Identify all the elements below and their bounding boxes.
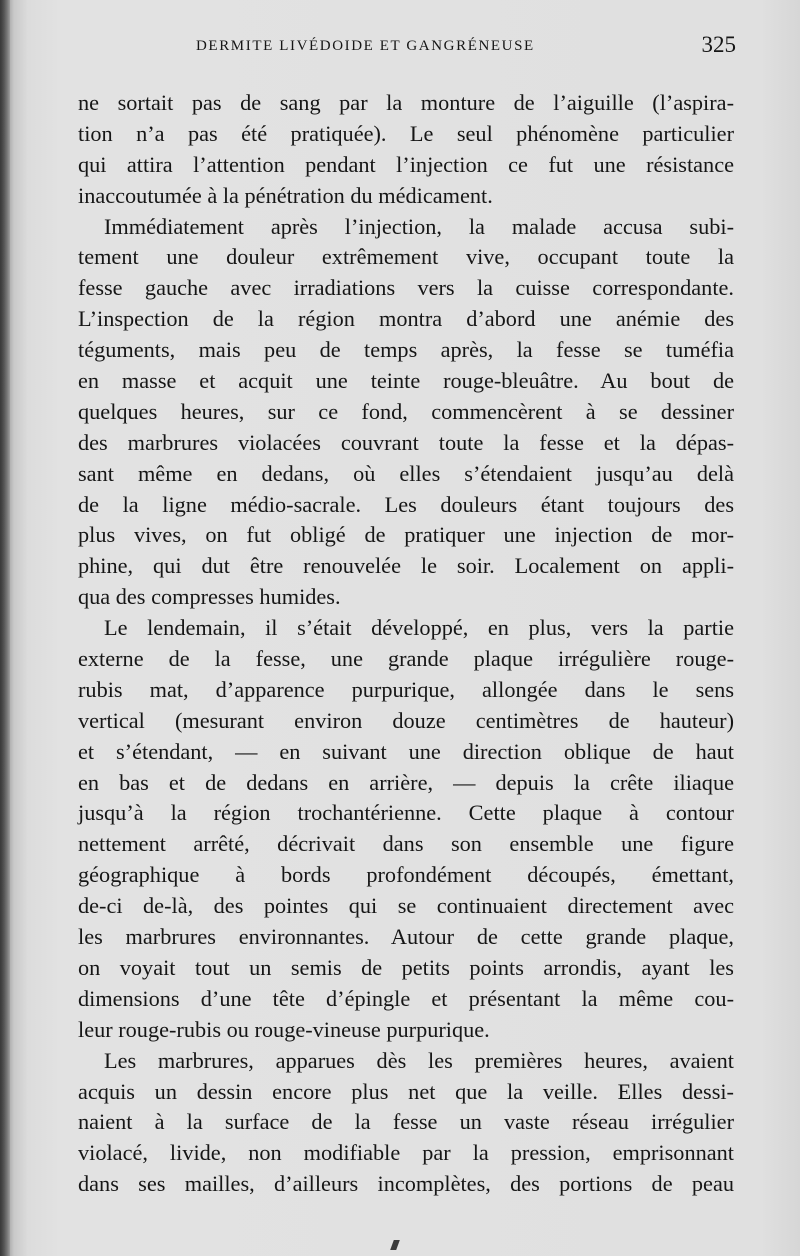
text-line: dimensions d’une tête d’épingle et présentant la même cou-	[78, 985, 734, 1011]
text-line: en masse et acquit une teinte rouge-bleuâtre. Au bout de	[78, 368, 734, 394]
text-line: tement une douleur extrêmement vive, occupant toute la	[78, 244, 734, 270]
text-line: externe de la fesse, une grande plaque irrégulière rouge-	[78, 646, 734, 672]
print-blemish	[390, 1240, 400, 1250]
text-line: Les marbrures, apparues dès les premières heures, avaient	[104, 1047, 734, 1073]
text-line: jusqu’à la région trochantérienne. Cette plaque à contour	[78, 800, 734, 826]
text-line: rubis mat, d’apparence purpurique, allongée dans le sens	[78, 676, 734, 702]
text-line: phine, qui dut être renouvelée le soir. Localement on appli-	[78, 553, 734, 579]
text-line: tion n’a pas été pratiquée). Le seul phénomène particulier	[78, 120, 734, 146]
text-line: acquis un dessin encore plus net que la veille. Elles dessi-	[78, 1078, 734, 1104]
text-line: géographique à bords profondément découpés, émettant,	[78, 862, 734, 888]
text-line: inaccoutumée à la pénétration du médicament.	[78, 182, 493, 208]
running-title: DERMITE LIVÉDOIDE ET GANGRÉNEUSE	[196, 38, 535, 54]
text-line: vertical (mesurant environ douze centimètres de hauteur)	[78, 707, 734, 733]
text-line: violacé, livide, non modifiable par la pression, emprisonnant	[78, 1140, 734, 1166]
text-line: téguments, mais peu de temps après, la fesse se tuméfia	[78, 337, 734, 363]
binding-gutter-shadow	[0, 0, 10, 1256]
text-line: leur rouge-rubis ou rouge-vineuse purpurique.	[78, 1016, 490, 1042]
text-line: Le lendemain, il s’était développé, en plus, vers la partie	[104, 615, 734, 641]
text-line: Immédiatement après l’injection, la malade accusa subi-	[104, 213, 734, 239]
text-line: et s’étendant, — en suivant une direction oblique de haut	[78, 738, 734, 764]
text-line: ne sortait pas de sang par la monture de l’aiguille (l’aspira-	[78, 90, 734, 115]
text-line: de-ci de-là, des pointes qui se continuaient directement avec	[78, 893, 734, 919]
text-line: fesse gauche avec irradiations vers la cuisse correspondante.	[78, 275, 734, 301]
text-line: des marbrures violacées couvrant toute la fesse et la dépas-	[78, 429, 734, 455]
text-line: quelques heures, sur ce fond, commencèrent à se dessiner	[78, 398, 734, 424]
page-number: 325	[701, 32, 736, 57]
text-line: nettement arrêté, décrivait dans son ensemble une figure	[78, 831, 734, 857]
text-line: L’inspection de la région montra d’abord une anémie des	[78, 306, 734, 332]
page-header	[196, 32, 736, 62]
text-line: sant même en dedans, où elles s’étendaient jusqu’au delà	[78, 460, 734, 486]
text-line: de la ligne médio-sacrale. Les douleurs étant toujours des	[78, 491, 734, 517]
text-line: qui attira l’attention pendant l’injection ce fut une résistance	[78, 151, 734, 177]
text-line: dans ses mailles, d’ailleurs incomplètes, des portions de peau	[78, 1171, 734, 1197]
text-line: qua des compresses humides.	[78, 584, 341, 610]
text-line: plus vives, on fut obligé de pratiquer une injection de mor-	[78, 522, 734, 548]
text-line: en bas et de dedans en arrière, — depuis la crête iliaque	[78, 769, 734, 795]
text-line: on voyait tout un semis de petits points arrondis, ayant les	[78, 954, 734, 980]
text-line: naient à la surface de la fesse un vaste réseau irrégulier	[78, 1109, 734, 1135]
body-text	[78, 88, 734, 1200]
text-line: les marbrures environnantes. Autour de cette grande plaque,	[78, 924, 734, 950]
